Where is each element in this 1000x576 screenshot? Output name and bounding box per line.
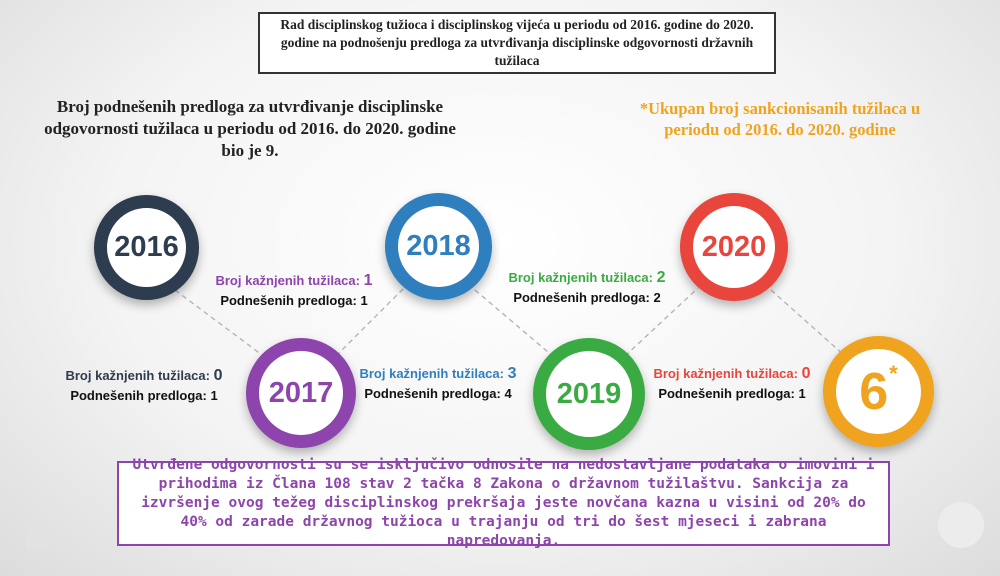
submitted-row-2020 xyxy=(502,288,672,308)
year-circle-2019 xyxy=(533,338,645,450)
punished-row-2018 xyxy=(208,271,380,291)
submitted-value-2019: 4 xyxy=(504,386,512,401)
corner-mark-icon xyxy=(26,528,48,550)
submitted-label: Podnešenih predloga: xyxy=(364,386,501,401)
punished-value-2020: 2 xyxy=(656,269,666,286)
submitted-row-total xyxy=(646,384,818,404)
submitted-value-2018: 1 xyxy=(360,293,368,308)
punished-label: Broj kažnjenih tužilaca: xyxy=(215,273,360,288)
year-label-2016: 2016 xyxy=(114,231,179,263)
submitted-label: Podnešenih predloga: xyxy=(658,386,795,401)
punished-label: Broj kažnjenih tužilaca: xyxy=(653,366,798,381)
submitted-value-2017: 1 xyxy=(210,388,218,403)
sanctions-note: *Ukupan broj sankcionisanih tužilaca u periodu od 2016. do 2020. godine xyxy=(639,99,921,139)
year-circle-2016 xyxy=(94,195,199,300)
footer-note: Utvrđene odgovornosti su se isključivo odnosile na nedostavljane podataka o imovini i prihodima iz Člana 108 stav 2 tačka 8 Zakona o državnom tužilaštvu. Sankcija za izvršenje ovog težeg disciplinskog prekršaja jeste novčana kazna u visini od 20% do 40% od zarade državnog tužioca u trajanju od tri do šest mjeseci i zabrana napredovanja. xyxy=(132,457,875,549)
year-label-2019: 2019 xyxy=(556,377,622,410)
connector-2020-total xyxy=(771,290,845,356)
header-title: Rad disciplinskog tužioca i disciplinskog vijeća u periodu od 2016. godine do 2020. godine na podnošenju predloga za utvrđivanja disciplinske odgovornosti državnih tužilaca xyxy=(280,17,754,68)
submitted-label: Podnešenih predloga: xyxy=(513,290,650,305)
submitted-label: Podnešenih predloga: xyxy=(220,293,357,308)
punished-value-2017: 0 xyxy=(213,367,223,384)
submitted-value-2020: 2 xyxy=(653,290,661,305)
stats-total xyxy=(646,364,818,404)
stats-2020 xyxy=(502,268,672,308)
year-label-2020: 2020 xyxy=(701,230,767,263)
punished-label: Broj kažnjenih tužilaca: xyxy=(359,366,504,381)
punished-row-2017 xyxy=(55,366,233,386)
punished-value-2018: 1 xyxy=(363,272,373,289)
stats-2017 xyxy=(55,366,233,406)
stats-2019 xyxy=(352,364,524,404)
punished-row-total xyxy=(646,364,818,384)
submitted-row-2018 xyxy=(208,291,380,311)
year-label-2018: 2018 xyxy=(406,230,471,262)
submitted-row-2019 xyxy=(352,384,524,404)
year-circle-2020 xyxy=(680,193,788,301)
total-sanctioned-value: 6 xyxy=(859,362,889,421)
year-circle-2017 xyxy=(246,338,356,448)
punished-value-total: 0 xyxy=(801,365,811,382)
stats-2018 xyxy=(208,271,380,311)
punished-label: Broj kažnjenih tužilaca: xyxy=(508,270,653,285)
intro-text: Broj podnešenih predloga za utvrđivanje disciplinske odgovornosti tužilaca u periodu od 2016. do 2020. godine bio je 9. xyxy=(44,97,456,160)
year-label-2017: 2017 xyxy=(268,376,334,409)
punished-row-2019 xyxy=(352,364,524,384)
year-circle-2018 xyxy=(385,193,492,300)
footer-note-box xyxy=(117,457,890,549)
total-asterisk: * xyxy=(889,360,898,386)
submitted-label: Podnešenih predloga: xyxy=(70,388,207,403)
punished-value-2019: 3 xyxy=(507,365,517,382)
submitted-row-2017 xyxy=(55,386,233,406)
punished-row-2020 xyxy=(502,268,672,288)
submitted-value-total: 1 xyxy=(798,386,806,401)
total-sanctioned-circle xyxy=(823,336,934,447)
watermark-logo-icon xyxy=(938,502,984,548)
punished-label: Broj kažnjenih tužilaca: xyxy=(65,368,210,383)
